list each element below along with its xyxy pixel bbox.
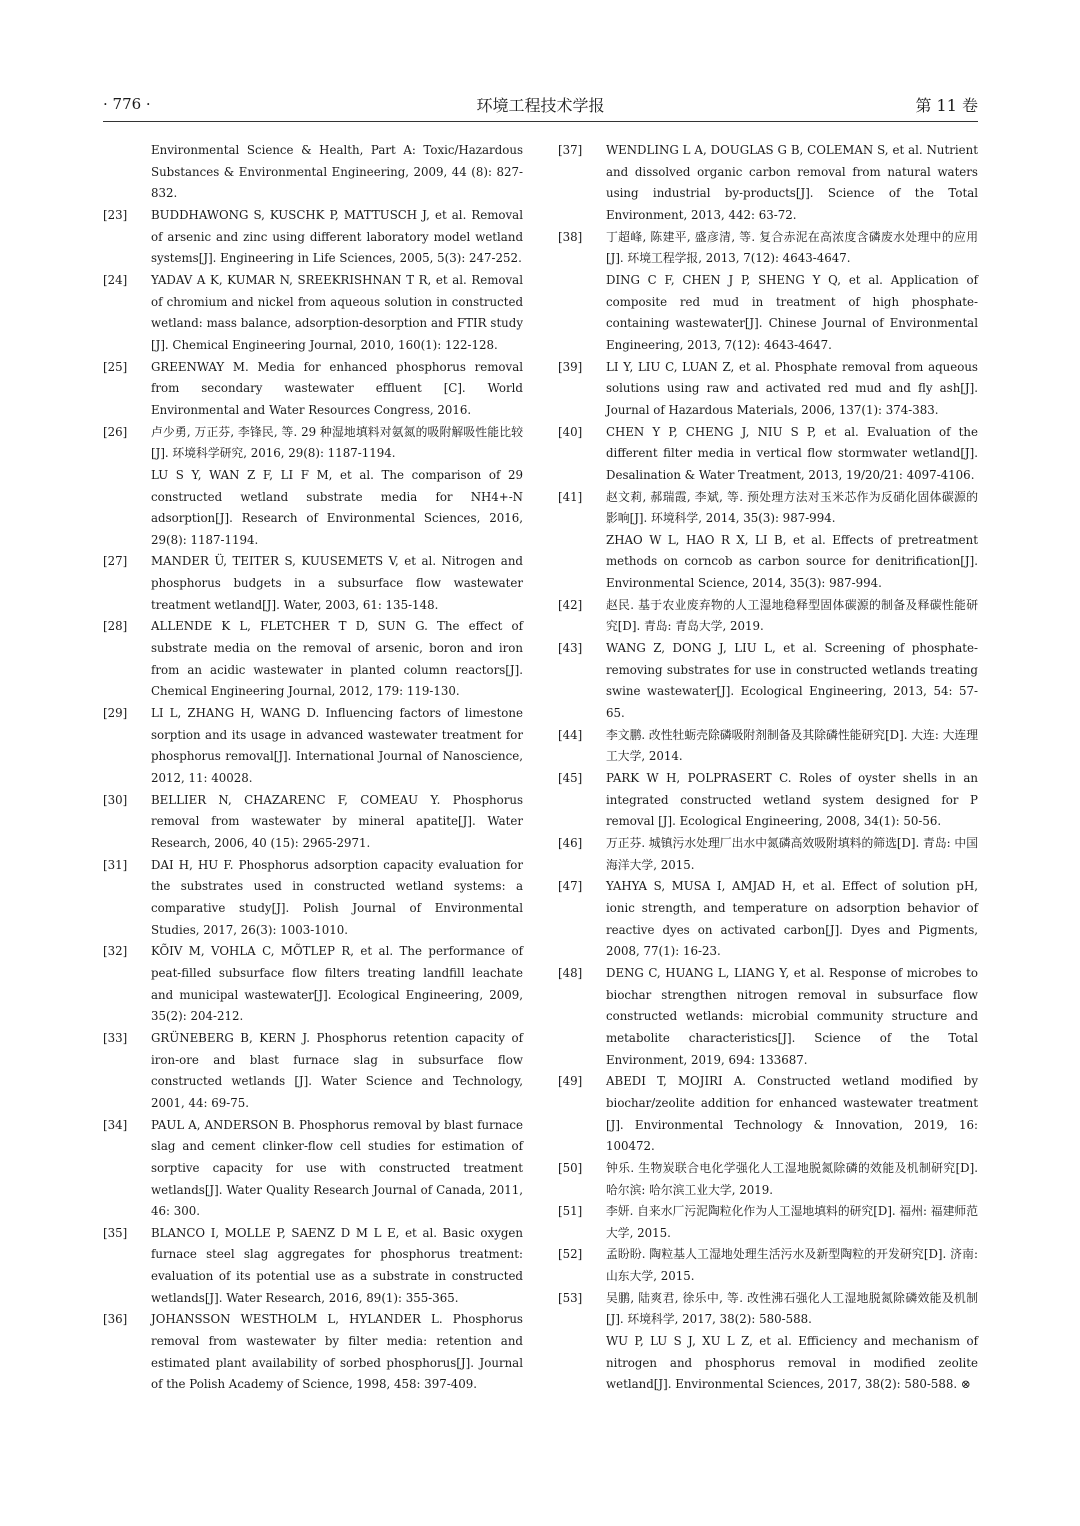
reference-number: [29] [103,706,128,721]
reference-text: 李妍. 自来水厂污泥陶粒化作为人工湿地填料的研究[D]. 福州: 福建师范大学, 2015. [606,1204,978,1240]
reference-number: [37] [558,143,583,157]
reference-item [558,1201,978,1244]
reference-english-text: DING C F, CHEN J P, SHENG Y Q, et al. Application of composite red mud in treatment of high phosphate-containing wastewater[J]. Chinese Journal of Environmental Engineering, 2013, 7(12): 4643-4647. [606,272,978,352]
reference-item [103,357,523,422]
reference-text: ABEDI T, MOJIRI A. Constructed wetland modified by biochar/zeolite addition for enhanced wastewater treatment [J]. Environmental Technology & Innovation, 2019, 16: 100472. [606,1074,978,1154]
reference-number: [44] [558,727,583,742]
reference-number: [24] [103,272,128,287]
reference-text: PARK W H, POLPRASERT C. Roles of oyster shells in an integrated constructed wetland system designed for P removal [J]. Ecological Engineering, 2008, 34(1): 50-56. [606,771,978,829]
reference-number: [26] [103,424,128,439]
reference-text: 孟盼盼. 陶粒基人工湿地处理生活污水及新型陶粒的开发研究[D]. 济南: 山东大学, 2015. [606,1247,978,1284]
reference-text: DENG C, HUANG L, LIANG Y, et al. Response of microbes to biochar strengthen nitrogen removal in subsurface flow constructed wetlands: microbial community structure and metabolite characteristics[J]. Science of the Total Environment, 2019, 694: 133687. [606,965,978,1067]
page-number: · 776 · [103,95,151,113]
reference-item [103,1223,523,1310]
reference-number: [25] [103,359,128,374]
reference-text: 赵文莉, 郝瑞霞, 李斌, 等. 预处理方法对玉米芯作为反硝化固体碳源的影响[J]. 环境科学, 2014, 35(3): 987-994. [606,489,978,526]
reference-text: 钟乐. 生物炭联合电化学强化人工湿地脱氮除磷的效能及机制研究[D]. 哈尔滨: 哈尔滨工业大学, 2019. [606,1160,978,1197]
reference-number: [46] [558,836,583,850]
reference-item [103,1309,523,1396]
reference-text: DAI H, HU F. Phosphorus adsorption capacity evaluation for the substrates used in constructed wetland systems: a comparative study[J]. Polish Journal of Environmental Studies, 2017, 26(3): 1003-1010. [151,857,523,937]
reference-item [558,876,978,963]
reference-item [558,487,978,595]
left-column [103,140,523,1396]
reference-item [103,551,523,616]
reference-item [558,357,978,422]
reference-number: [32] [103,944,128,959]
reference-number: [41] [558,489,583,504]
reference-text: LI Y, LIU C, LUAN Z, et al. Phosphate removal from aqueous solutions using raw and activated red mud and fly ash[J]. Journal of Hazardous Materials, 2006, 137(1): 374-383. [606,359,978,417]
reference-text: Environmental Science & Health, Part A: Toxic/Hazardous Substances & Environmental Engineering, 2009, 44 (8): 827-832. [151,143,523,201]
reference-text: BUDDHAWONG S, KUSCHK P, MATTUSCH J, et al. Removal of arsenic and zinc using different laboratory model wetland systems[J]. Engineering in Life Sciences, 2005, 5(3): 247-252. [151,207,523,266]
reference-number: [31] [103,857,128,872]
reference-number: [43] [558,641,583,656]
reference-number: [47] [558,879,583,894]
reference-number: [42] [558,597,583,612]
reference-text: MANDER Ü, TEITER S, KUUSEMETS V, et al. Nitrogen and phosphorus budgets in a subsurface flow wastewater treatment wetland[J]. Water, 2003, 61: 135-148. [151,554,523,612]
reference-item [558,1158,978,1201]
reference-number: [27] [103,554,128,569]
reference-text: BLANCO I, MOLLE P, SAENZ D M L E, et al. Basic oxygen furnace steel slag aggregates for phosphorus treatment: evaluation of its potential use as a substrate in constructed wetlands[J]. Water Research, 2016, 89(1): 355-365. [151,1225,523,1305]
reference-number: [40] [558,424,583,439]
reference-item [558,963,978,1071]
reference-item [558,227,978,357]
reference-text: 吴鹏, 陆爽君, 徐乐中, 等. 改性沸石强化人工湿地脱氮除磷效能及机制[J]. 环境科学, 2017, 38(2): 580-588. [606,1290,978,1327]
reference-item [103,941,523,1028]
reference-text: CHEN Y P, CHENG J, NIU S P, et al. Evaluation of the different filter media in vertical flow stormwater wetland[J]. Desalination & Water Treatment, 2013, 19/20/21: 4097-4106. [606,424,978,482]
reference-number: [33] [103,1030,128,1045]
reference-number: [34] [103,1117,128,1132]
reference-item [558,140,978,227]
reference-text: PAUL A, ANDERSON B. Phosphorus removal by blast furnace slag and cement clinker-flow cell studies for estimation of sorptive capacity for use with constructed treatment wetlands[J]. Water Quality Research Journal of Canada, 2011, 46: 300. [151,1117,523,1219]
reference-item [558,595,978,638]
reference-text: BELLIER N, CHAZARENC F, COMEAU Y. Phosphorus removal from wastewater by mineral apatite[J]. Water Research, 2006, 40 (15): 2965-2971. [151,792,523,850]
reference-text: GREENWAY M. Media for enhanced phosphorus removal from secondary wastewater effluent [C]. World Environmental and Water Resources Congress, 2016. [151,359,523,417]
reference-text: GRÜNEBERG B, KERN J. Phosphorus retention capacity of iron-ore and blast furnace slag in subsurface flow constructed wetlands [J]. Water Science and Technology, 2001, 44: 69-75. [151,1030,523,1110]
reference-text: 万正芬. 城镇污水处理厂出水中氮磷高效吸附填料的筛选[D]. 青岛: 中国海洋大学, 2015. [606,836,978,872]
reference-item [558,638,978,725]
reference-number: [50] [558,1160,583,1175]
reference-item [103,1028,523,1115]
reference-text: LI L, ZHANG H, WANG D. Influencing factors of limestone sorption and its usage in advanced wastewater treatment for phosphorus removal[J]. International Journal of Nanoscience, 2012, 11: 40028. [151,706,523,786]
reference-number: [49] [558,1074,583,1089]
reference-text: ALLENDE K L, FLETCHER T D, SUN G. The effect of substrate media on the removal of arsenic, boron and iron from an acidic wastewater in planted column reactors[J]. Chemical Engineering Journal, 2012, 179: 119-130. [151,619,523,699]
reference-text: WANG Z, DONG J, LIU L, et al. Screening of phosphate-removing substrates for use in constructed wetlands treating swine wastewater[J]. Ecological Engineering, 2013, 54: 57-65. [606,641,978,721]
reference-item [103,422,523,552]
reference-item [558,768,978,833]
reference-item [103,270,523,357]
reference-english-text: WU P, LU S J, XU L Z, et al. Efficiency and mechanism of nitrogen and phosphorus removal in modified zeolite wetland[J]. Environmental Sciences, 2017, 38(2): 580-588. ⊗ [606,1334,978,1392]
reference-text: 卢少勇, 万正芬, 李锋民, 等. 29 种湿地填料对氨氮的吸附解吸性能比较[J]. 环境科学研究, 2016, 29(8): 1187-1194. [151,424,523,461]
reference-text: 赵民. 基于农业废弃物的人工湿地稳释型固体碳源的制备及释碳性能研究[D]. 青岛: 青岛大学, 2019. [606,597,978,634]
reference-number: [36] [103,1312,128,1327]
reference-text: WENDLING L A, DOUGLAS G B, COLEMAN S, et al. Nutrient and dissolved organic carbon removal from natural waters using industrial by-products[J]. Science of the Total Environment, 2013, 442: 63-72. [606,143,978,222]
reference-text: KÕIV M, VOHLA C, MÕTLEP R, et al. The performance of peat-filled subsurface flow filters treating landfill leachate and municipal wastewater[J]. Ecological Engineering, 2009, 35(2): 204-212. [151,944,523,1024]
right-column [558,140,978,1396]
reference-item [558,422,978,487]
reference-item [558,833,978,876]
reference-item [558,1288,978,1396]
reference-item [103,1115,523,1223]
reference-number: [52] [558,1247,583,1262]
reference-text: JOHANSSON WESTHOLM L, HYLANDER L. Phosphorus removal from wastewater by filter media: retention and estimated plant availability of sorbed phosphorus[J]. Journal of the Polish Academy of Science, 1998, 458: 397-409. [151,1312,523,1392]
volume-label: 第 11 卷 [915,96,978,115]
reference-text: YADAV A K, KUMAR N, SREEKRISHNAN T R, et al. Removal of chromium and nickel from aqueous solution in constructed wetland: mass balance, adsorption-desorption and FTIR study [J]. Chemical Engineering Journal, 2010, 160(1): 122-128. [151,272,523,352]
reference-item [558,1071,978,1158]
reference-item [103,855,523,942]
reference-number: [53] [558,1290,583,1305]
reference-item [103,140,523,205]
reference-text: 丁超峰, 陈建平, 盛彦清, 等. 复合赤泥在高浓度含磷废水处理中的应用[J]. 环境工程学报, 2013, 7(12): 4643-4647. [606,229,978,266]
reference-item [558,1244,978,1287]
reference-text: YAHYA S, MUSA I, AMJAD H, et al. Effect of solution pH, ionic strength, and temperature on adsorption behavior of reactive dyes on activated carbon[J]. Dyes and Pigments, 2008, 77(1): 16-23. [606,879,978,959]
reference-english-text: LU S Y, WAN Z F, LI F M, et al. The comparison of 29 constructed wetland substrate media for NH4+-N adsorption[J]. Research of Environmental Sciences, 2016, 29(8): 1187-1194. [151,467,523,547]
reference-number: [48] [558,965,583,980]
reference-number: [39] [558,359,583,374]
reference-text: 李文鹏. 改性牡蛎壳除磷吸附剂制备及其除磷性能研究[D]. 大连: 大连理工大学, 2014. [606,727,978,764]
reference-number: [30] [103,792,128,807]
reference-number: [38] [558,229,583,244]
reference-number: [45] [558,771,583,786]
reference-number: [28] [103,619,128,634]
reference-item [558,725,978,768]
reference-item [103,703,523,790]
reference-item [103,616,523,703]
reference-number: [23] [103,207,128,222]
reference-number: [51] [558,1204,583,1219]
reference-number: [35] [103,1225,128,1240]
reference-english-text: ZHAO W L, HAO R X, LI B, et al. Effects of pretreatment methods on corncob as carbon source for denitrification[J]. Environmental Science, 2014, 35(3): 987-994. [606,532,978,591]
reference-item [103,205,523,270]
page-header [103,93,978,122]
reference-item [103,790,523,855]
journal-title: 环境工程技术学报 [476,96,605,115]
